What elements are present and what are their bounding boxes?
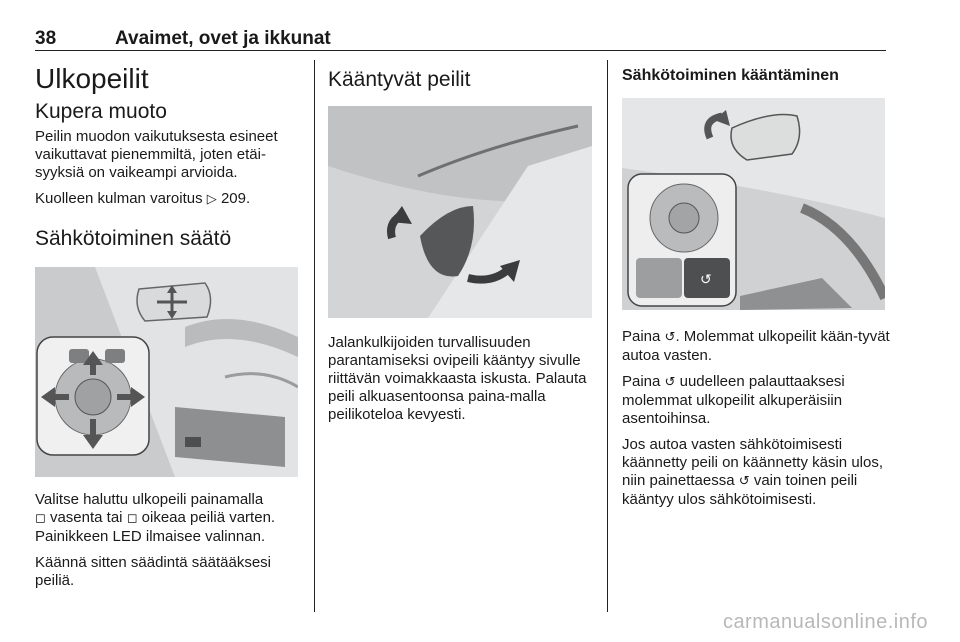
subheading-folding: Kääntyvät peilit — [328, 68, 471, 91]
mirror-fold-icon: ↺ — [664, 330, 676, 345]
paragraph-blind-spot — [35, 190, 303, 209]
select-text-3: oikeaa peiliä varten. Painikkeen LED ilmaisee valinnan. — [35, 509, 276, 545]
mirror-shape — [137, 283, 211, 321]
press-again-a: Paina — [622, 373, 661, 390]
page-header — [35, 26, 886, 51]
right-mirror-icon: ◻ — [126, 511, 138, 526]
mirror-adjust-illustration — [35, 267, 298, 477]
paragraph-folding: Jalankulkijoiden turvallisuuden parantamiseksi ovipeili kääntyy sivulle riittävän voimakkaasta iskusta. Palauta peili alkuasentoonsa paina-malla peilikoteloa kevyesti. — [328, 334, 587, 423]
left-mirror-icon: ◻ — [35, 511, 46, 526]
mirror-fold-icon: ↺ — [738, 474, 750, 489]
figure-mirror-adjust — [35, 267, 298, 477]
subheading-power-fold: Sähkötoiminen kääntäminen — [622, 67, 839, 84]
blind-spot-page-ref[interactable]: 209. — [220, 190, 251, 207]
manual-fold-a: Jos autoa vasten sähkötoimisesti käännetty peili on käännetty käsin ulos, niin painettaessa — [622, 436, 883, 489]
subheading-convex: Kupera muoto — [35, 100, 167, 123]
paragraph-press-again — [622, 373, 890, 428]
manual-fold-b: vain toinen peili kääntyy ulos sähkötoimisesti. — [622, 472, 858, 508]
paragraph-convex: Peilin muodon vaikutuksesta esineet vaikuttavat pienemmiltä, joten etäi-syyksiä on vaikeampi arvioida. — [35, 128, 278, 181]
paragraph-press-fold — [622, 328, 890, 365]
select-text-2: vasenta tai — [49, 509, 123, 526]
press-again-b: uudelleen palauttaaksesi molemmat ulkopeilit alkuperäisiin asentoihinsa. — [622, 373, 845, 427]
column-3 — [622, 60, 890, 517]
press-text-a: Paina — [622, 328, 661, 345]
right-mirror-button — [105, 349, 125, 363]
chapter-heading: Ulkopeilit — [35, 63, 149, 94]
paragraph-turn-knob: Käännä sitten säädintä säätääksesi peiliä. — [35, 554, 271, 589]
blind-spot-text: Kuolleen kulman varoitus — [35, 190, 203, 207]
figure-folding-mirror — [328, 106, 592, 318]
figure-power-fold — [622, 98, 885, 310]
column-2 — [328, 60, 594, 432]
paragraph-manual-fold — [622, 436, 890, 509]
page-number: 38 — [35, 28, 57, 49]
arrow-reference-icon: ▷ — [206, 192, 217, 207]
subheading-electric: Sähkötoiminen säätö — [35, 227, 232, 250]
select-text-1: Valitse haluttu ulkopeili painamalla — [35, 491, 264, 508]
section-title: Avaimet, ovet ja ikkunat — [115, 28, 331, 49]
power-fold-illustration — [622, 98, 885, 310]
svg-text:↺: ↺ — [700, 272, 712, 288]
mirror-fold-icon: ↺ — [664, 375, 676, 390]
column-divider — [314, 60, 315, 612]
press-text-b: . Molemmat ulkopeilit kään-tyvät autoa vasten. — [622, 328, 890, 364]
column-divider — [607, 60, 608, 612]
watermark: carmanualsonline.info — [722, 611, 928, 633]
paragraph-select-mirror — [35, 491, 303, 546]
column-1 — [35, 60, 303, 598]
folding-mirror-illustration — [328, 106, 592, 318]
